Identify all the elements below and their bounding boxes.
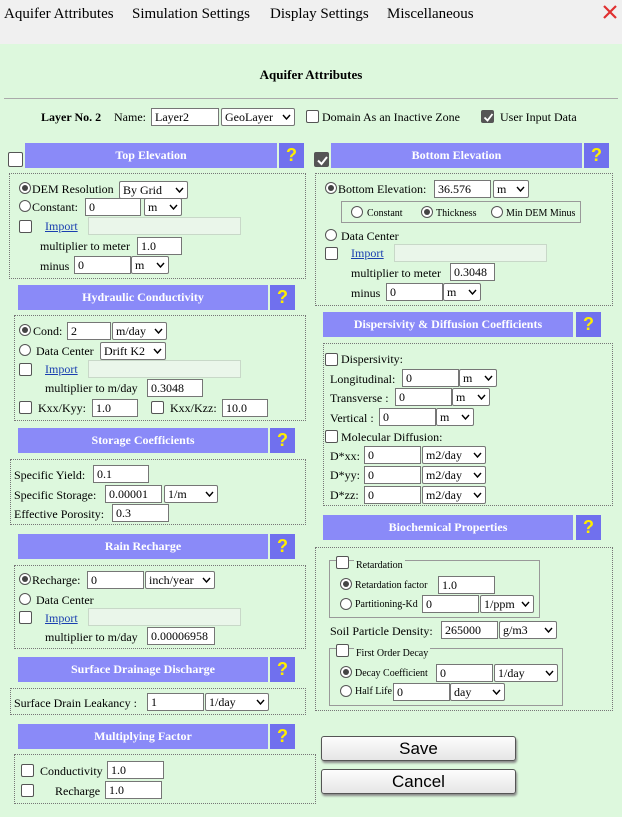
biochem-header: Biochemical Properties — [323, 515, 573, 540]
user-input-label: User Input Data — [500, 110, 577, 124]
cond-label: Cond: — [33, 324, 63, 338]
decay-coefficient-input[interactable]: 0 — [436, 664, 493, 682]
cond-radio[interactable] — [19, 324, 31, 336]
longitudinal-unit-select[interactable]: m — [459, 369, 497, 387]
transverse-label: Transverse : — [330, 391, 389, 405]
bottom-elevation-checkbox[interactable] — [314, 152, 329, 167]
top-constant-input[interactable]: 0 — [85, 198, 141, 216]
longitudinal-input[interactable]: 0 — [402, 369, 459, 387]
top-constant-radio[interactable] — [19, 200, 31, 212]
bottom-import-checkbox[interactable] — [325, 247, 338, 260]
recharge-input[interactable]: 0 — [87, 571, 144, 589]
bottom-elevation-input[interactable]: 36.576 — [434, 180, 491, 198]
dzz-input[interactable]: 0 — [364, 486, 421, 504]
top-elevation-checkbox[interactable] — [8, 152, 23, 167]
soil-particle-density-unit-select[interactable]: g/m3 — [499, 621, 557, 639]
bottom-minus-label: minus — [351, 286, 381, 300]
bottom-min-dem-radio[interactable] — [491, 206, 503, 218]
first-order-decay-label: First Order Decay — [356, 648, 429, 659]
recharge-multiplier-label: multiplier to m/day — [45, 630, 138, 644]
menu-display-settings[interactable]: Display Settings — [270, 6, 369, 22]
dem-resolution-label: DEM Resolution — [32, 182, 114, 196]
mult-conductivity-label: Conductivity — [40, 764, 103, 778]
hydraulic-help-icon[interactable]: ? — [270, 285, 295, 310]
bottom-elevation-unit-select[interactable]: m — [493, 180, 529, 198]
mult-conductivity-input[interactable]: 1.0 — [107, 761, 164, 779]
recharge-import-file-input[interactable] — [88, 608, 241, 626]
cancel-button[interactable]: Cancel — [321, 769, 516, 794]
top-multiplier-input[interactable]: 1.0 — [137, 237, 182, 255]
partitioning-kd-label: Partitioning-Kd — [355, 599, 418, 610]
partitioning-kd-input[interactable]: 0 — [422, 595, 479, 613]
top-minus-input[interactable]: 0 — [74, 256, 131, 274]
save-button[interactable]: Save — [321, 736, 516, 761]
bottom-multiplier-input[interactable]: 0.3048 — [450, 263, 495, 281]
cond-multiplier-label: multiplier to m/day — [45, 381, 138, 395]
bottom-data-center-label: Data Center — [341, 229, 399, 243]
cond-import-checkbox[interactable] — [19, 363, 32, 376]
bottom-minus-input[interactable]: 0 — [386, 283, 443, 301]
specific-storage-label: Specific Storage: — [14, 488, 97, 502]
recharge-data-center-label: Data Center — [36, 593, 94, 607]
recharge-label: Recharge: — [32, 573, 81, 587]
partitioning-kd-radio[interactable] — [340, 598, 352, 610]
multiplying-factor-help-icon[interactable]: ? — [270, 724, 295, 749]
retardation-factor-label: Retardation factor — [355, 580, 428, 591]
recharge-unit-select[interactable]: inch/year — [145, 571, 215, 589]
bottom-multiplier-label: multiplier to meter — [351, 266, 441, 280]
dispersivity-help-icon[interactable]: ? — [576, 312, 601, 337]
rain-recharge-help-icon[interactable]: ? — [270, 534, 295, 559]
layer-type-select[interactable]: GeoLayer — [221, 108, 295, 126]
dxx-unit-select[interactable]: m2/day — [422, 446, 486, 464]
menu-bar — [0, 0, 622, 44]
half-life-label: Half Life — [355, 686, 392, 697]
kxy-label: Kxx/Kyy: — [38, 401, 86, 415]
cond-import-link[interactable]: Import — [45, 362, 78, 376]
decay-coefficient-label: Decay Coefficient — [355, 668, 428, 679]
surface-drain-leakancy-input[interactable]: 1 — [147, 693, 204, 711]
bottom-elevation-radio[interactable] — [325, 182, 337, 194]
multiplying-factor-header: Multiplying Factor — [18, 724, 268, 749]
cond-import-file-input[interactable] — [88, 360, 241, 378]
dem-resolution-select[interactable]: By Grid — [119, 181, 188, 199]
bottom-elevation-header: Bottom Elevation — [331, 143, 582, 168]
kxy-checkbox[interactable] — [19, 401, 32, 414]
recharge-import-link[interactable]: Import — [45, 611, 78, 625]
inactive-zone-checkbox[interactable] — [306, 110, 319, 123]
effective-porosity-label: Effective Porosity: — [14, 507, 105, 521]
vertical-input[interactable]: 0 — [379, 408, 436, 426]
top-import-checkbox[interactable] — [19, 220, 32, 233]
mult-recharge-checkbox[interactable] — [21, 784, 34, 797]
dxx-input[interactable]: 0 — [364, 446, 421, 464]
page-title: Aquifer Attributes — [259, 67, 363, 82]
partitioning-kd-unit-select[interactable]: 1/ppm — [480, 595, 534, 613]
vertical-unit-select[interactable]: m — [436, 408, 474, 426]
storage-help-icon[interactable]: ? — [270, 428, 295, 453]
dxx-label: D*xx: — [330, 449, 360, 463]
dyy-input[interactable]: 0 — [364, 466, 421, 484]
mult-conductivity-checkbox[interactable] — [21, 764, 34, 777]
bottom-elevation-help-icon[interactable]: ? — [584, 143, 609, 168]
cond-data-center-label: Data Center — [36, 344, 94, 358]
kxz-label: Kxx/Kzz: — [170, 401, 217, 415]
menu-simulation-settings[interactable]: Simulation Settings — [132, 6, 250, 22]
bottom-constant-radio[interactable] — [351, 206, 363, 218]
retardation-checkbox[interactable] — [336, 556, 349, 569]
effective-porosity-input[interactable]: 0.3 — [112, 504, 169, 522]
user-input-checkbox[interactable] — [481, 110, 494, 123]
specific-storage-unit-select[interactable]: 1/m — [164, 485, 218, 503]
bottom-import-link[interactable]: Import — [351, 246, 384, 260]
transverse-unit-select[interactable]: m — [452, 388, 490, 406]
surface-drainage-help-icon[interactable]: ? — [270, 657, 295, 682]
mult-recharge-input[interactable]: 1.0 — [105, 781, 162, 799]
recharge-data-center-radio[interactable] — [19, 593, 31, 605]
bottom-constant-label: Constant — [367, 208, 403, 219]
inactive-zone-label: Domain As an Inactive Zone — [322, 110, 460, 124]
dzz-unit-select[interactable]: m2/day — [422, 486, 486, 504]
menu-aquifer-attributes[interactable]: Aquifer Attributes — [4, 6, 114, 22]
top-minus-unit-select[interactable]: m — [131, 256, 169, 274]
storage-header: Storage Coefficients — [18, 428, 268, 453]
soil-particle-density-label: Soil Particle Density: — [330, 624, 433, 638]
recharge-radio[interactable] — [19, 573, 31, 585]
cond-multiplier-input[interactable]: 0.3048 — [147, 379, 203, 397]
retardation-label: Retardation — [356, 560, 403, 571]
half-life-input[interactable]: 0 — [393, 683, 450, 701]
dispersivity-label: Dispersivity: — [341, 352, 403, 366]
recharge-import-checkbox[interactable] — [19, 611, 32, 624]
kxz-input[interactable]: 10.0 — [222, 399, 268, 417]
cond-data-center-radio[interactable] — [19, 344, 31, 356]
menu-miscellaneous[interactable]: Miscellaneous — [387, 6, 474, 22]
layer-number-label: Layer No. 2 — [41, 110, 102, 124]
recharge-multiplier-input[interactable]: 0.00006958 — [147, 627, 215, 645]
top-multiplier-label: multiplier to meter — [40, 239, 130, 253]
decay-coefficient-unit-select[interactable]: 1/day — [494, 664, 558, 682]
specific-storage-input[interactable]: 0.00001 — [105, 485, 162, 503]
cond-input[interactable]: 2 — [67, 322, 111, 340]
top-constant-label: Constant: — [32, 200, 79, 214]
retardation-factor-input[interactable]: 1.0 — [438, 576, 495, 594]
kxy-input[interactable]: 1.0 — [92, 399, 138, 417]
bottom-thickness-radio[interactable] — [421, 206, 433, 218]
surface-drainage-header: Surface Drainage Discharge — [18, 657, 268, 682]
top-import-file-input[interactable] — [88, 217, 241, 235]
specific-yield-input[interactable]: 0.1 — [93, 465, 149, 483]
specific-yield-label: Specific Yield: — [14, 468, 86, 482]
dispersivity-header: Dispersivity & Diffusion Coefficients — [323, 312, 573, 337]
layer-name-label: Name: — [114, 110, 146, 124]
top-elevation-help-icon[interactable]: ? — [279, 143, 304, 168]
molecular-diffusion-label: Molecular Diffusion: — [341, 430, 443, 444]
bottom-data-center-radio[interactable] — [325, 229, 337, 241]
dzz-label: D*zz: — [330, 488, 359, 502]
dyy-label: D*yy: — [330, 468, 360, 482]
divider — [4, 98, 618, 99]
bottom-minus-unit-select[interactable]: m — [443, 283, 481, 301]
decay-coefficient-radio[interactable] — [340, 666, 352, 678]
dispersivity-checkbox[interactable] — [325, 353, 338, 366]
vertical-label: Vertical : — [330, 411, 374, 425]
rain-recharge-header: Rain Recharge — [18, 534, 268, 559]
retardation-factor-radio[interactable] — [340, 578, 352, 590]
hydraulic-header: Hydraulic Conductivity — [18, 285, 268, 310]
bottom-import-file-input[interactable] — [394, 244, 547, 262]
molecular-diffusion-checkbox[interactable] — [325, 430, 338, 443]
surface-drain-leakancy-label: Surface Drain Leakancy : — [14, 696, 137, 710]
cond-data-center-select[interactable]: Drift K2 — [100, 342, 166, 360]
biochem-help-icon[interactable]: ? — [576, 515, 601, 540]
top-import-link[interactable]: Import — [45, 219, 78, 233]
half-life-radio[interactable] — [340, 685, 352, 697]
kxz-checkbox[interactable] — [151, 401, 164, 414]
mult-recharge-label: Recharge — [55, 784, 101, 798]
bottom-min-dem-label: Min DEM Minus — [506, 208, 576, 219]
longitudinal-label: Longitudinal: — [330, 372, 396, 386]
bottom-thickness-label: Thickness — [436, 208, 477, 219]
top-constant-unit-select[interactable]: m — [144, 198, 182, 216]
first-order-decay-checkbox[interactable] — [336, 644, 349, 657]
half-life-unit-select[interactable]: day — [450, 683, 505, 701]
dem-resolution-radio[interactable] — [19, 182, 31, 194]
top-elevation-header: Top Elevation — [25, 143, 277, 168]
cond-unit-select[interactable]: m/day — [112, 322, 167, 340]
layer-name-input[interactable]: Layer2 — [151, 108, 219, 126]
top-minus-label: minus — [40, 259, 70, 273]
surface-drain-leakancy-unit-select[interactable]: 1/day — [205, 693, 269, 711]
bottom-elevation-label: Bottom Elevation: — [338, 182, 427, 196]
dyy-unit-select[interactable]: m2/day — [422, 466, 486, 484]
transverse-input[interactable]: 0 — [395, 388, 452, 406]
soil-particle-density-input[interactable]: 265000 — [441, 621, 498, 639]
close-icon[interactable] — [600, 2, 620, 22]
